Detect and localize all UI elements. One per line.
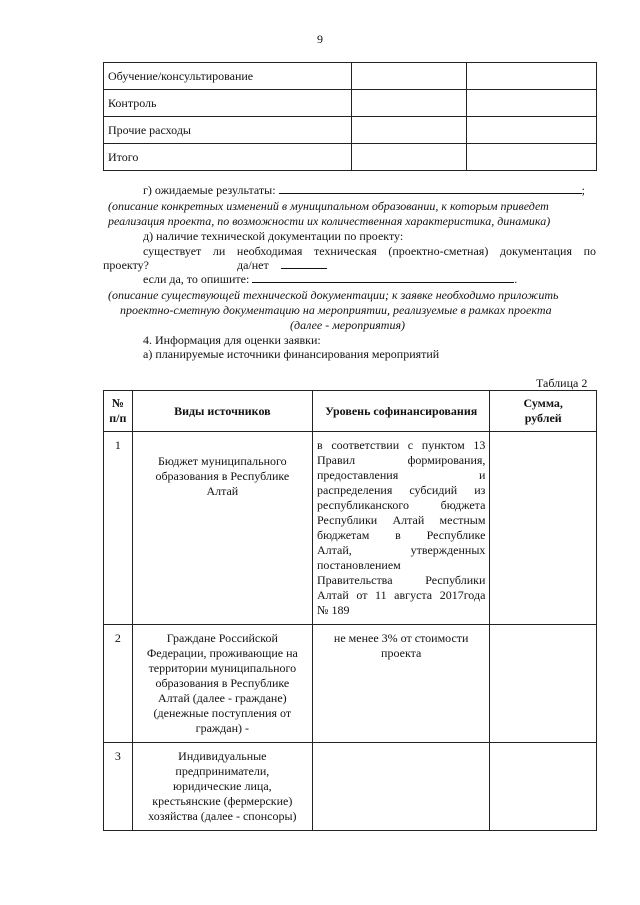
level-cell bbox=[313, 432, 490, 625]
sum-cell bbox=[490, 743, 597, 831]
header-source: Виды источников bbox=[132, 391, 312, 432]
section-d-ifyes-line bbox=[143, 272, 517, 287]
section-d-question-1: существует ли необходимая техническая (проектно-сметная) документация по bbox=[143, 244, 596, 258]
source-cell bbox=[132, 743, 312, 831]
results-blank bbox=[279, 183, 582, 194]
section-d-note-2: проектно-сметную документацию на мероприятии, реализуемые в рамках проекта bbox=[120, 303, 552, 317]
level-line: постановлением bbox=[317, 558, 401, 572]
table-cell bbox=[351, 117, 466, 144]
table-cell bbox=[466, 144, 596, 171]
level-line: республиканского бюджета bbox=[317, 498, 486, 512]
page-number: 9 bbox=[317, 32, 323, 46]
header-sum-line1: Сумма, bbox=[523, 396, 563, 410]
source-line: предприниматели, bbox=[175, 764, 270, 778]
source-line: Индивидуальные bbox=[178, 749, 267, 763]
section-4-sub-a: а) планируемые источники финансирования мероприятий bbox=[143, 347, 440, 361]
level-line: распределения субсидий из bbox=[317, 483, 486, 497]
section-g-note-2: реализация проекта, по возможности их количественная характеристика, динамика) bbox=[108, 214, 551, 228]
table-header-row bbox=[104, 391, 597, 432]
header-sum bbox=[490, 391, 597, 432]
level-line: Алтай, утвержденных bbox=[317, 543, 486, 557]
level-cell bbox=[313, 743, 490, 831]
yes-no-label: да/нет bbox=[236, 258, 269, 272]
level-line: не менее 3% от стоимости bbox=[333, 631, 469, 645]
source-line: Бюджет муниципального bbox=[157, 454, 287, 468]
level-line: проекта bbox=[381, 646, 422, 660]
level-line: № 189 bbox=[317, 603, 350, 617]
source-line: образования в Республике bbox=[155, 676, 290, 690]
section-4-heading: 4. Информация для оценки заявки: bbox=[143, 333, 321, 347]
header-num bbox=[104, 391, 133, 432]
level-line: бюджетам в Республике bbox=[317, 528, 486, 542]
table-row bbox=[104, 63, 597, 90]
table-cell bbox=[351, 90, 466, 117]
row-num: 2 bbox=[104, 625, 133, 743]
section-g-line bbox=[143, 183, 585, 198]
row-num: 3 bbox=[104, 743, 133, 831]
table-cell bbox=[466, 117, 596, 144]
section-g-end: ; bbox=[581, 183, 585, 197]
yes-no-blank bbox=[281, 258, 327, 269]
table-row bbox=[104, 90, 597, 117]
section-g-note-1: (описание конкретных изменений в муниципальном образовании, к которым приведет bbox=[108, 199, 549, 213]
row-label: Обучение/консультирование bbox=[104, 63, 352, 90]
level-line: Правил формирования, bbox=[317, 453, 486, 467]
sum-cell bbox=[490, 432, 597, 625]
level-line: Правительства Республики bbox=[317, 573, 486, 587]
section-d-label: д) наличие технической документации по проекту: bbox=[143, 229, 404, 243]
source-line: территории муниципального bbox=[148, 661, 297, 675]
section-d-end: . bbox=[514, 272, 518, 286]
source-line: Алтай bbox=[206, 484, 239, 498]
section-g-label: г) ожидаемые результаты: bbox=[143, 183, 276, 197]
table-row bbox=[104, 144, 597, 171]
row-label: Контроль bbox=[104, 90, 352, 117]
budget-items-table bbox=[103, 62, 597, 171]
level-cell bbox=[313, 625, 490, 743]
table-row bbox=[104, 625, 597, 743]
section-d-note-3: (далее - мероприятия) bbox=[290, 318, 406, 332]
row-label: Итого bbox=[104, 144, 352, 171]
source-line: Алтай (далее - граждане) bbox=[158, 691, 287, 705]
header-sum-line2: рублей bbox=[524, 411, 562, 425]
section-d-ifyes: если да, то опишите: bbox=[143, 272, 250, 286]
source-line: (денежные поступления от bbox=[153, 706, 292, 720]
source-line: крестьянские (фермерские) bbox=[152, 794, 293, 808]
row-label: Прочие расходы bbox=[104, 117, 352, 144]
row-num: 1 bbox=[104, 432, 133, 625]
description-blank bbox=[252, 272, 514, 283]
header-num-line1: № bbox=[111, 396, 124, 410]
source-cell bbox=[132, 625, 312, 743]
table-cell bbox=[351, 63, 466, 90]
sum-cell bbox=[490, 625, 597, 743]
level-line: Алтай от 11 августа 2017года bbox=[317, 588, 486, 602]
level-line: в соответствии с пунктом 13 bbox=[317, 438, 486, 452]
header-level: Уровень софинансирования bbox=[313, 391, 490, 432]
source-line: образования в Республике bbox=[155, 469, 290, 483]
source-line: граждан) - bbox=[195, 721, 250, 735]
source-cell bbox=[132, 432, 312, 625]
table-row bbox=[104, 117, 597, 144]
table-caption: Таблица 2 bbox=[536, 376, 588, 390]
table-cell bbox=[466, 90, 596, 117]
table-row bbox=[104, 743, 597, 831]
table-cell bbox=[466, 63, 596, 90]
source-line: Федерации, проживающие на bbox=[146, 646, 298, 660]
section-d-question-2: проекту? bbox=[103, 258, 149, 272]
level-line: предоставления и bbox=[317, 468, 486, 482]
source-line: юридические лица, bbox=[173, 779, 272, 793]
table-row bbox=[104, 432, 597, 625]
section-d-question-2-line bbox=[103, 258, 327, 273]
table-cell bbox=[351, 144, 466, 171]
section-d-note-1: (описание существующей технической документации; к заявке необходимо приложить bbox=[108, 288, 559, 302]
header-num-line2: п/п bbox=[109, 411, 127, 425]
financing-sources-table bbox=[103, 390, 597, 831]
level-line: Республики Алтай местным bbox=[317, 513, 486, 527]
source-line: Граждане Российской bbox=[166, 631, 278, 645]
source-line: хозяйства (далее - спонсоры) bbox=[148, 809, 297, 823]
